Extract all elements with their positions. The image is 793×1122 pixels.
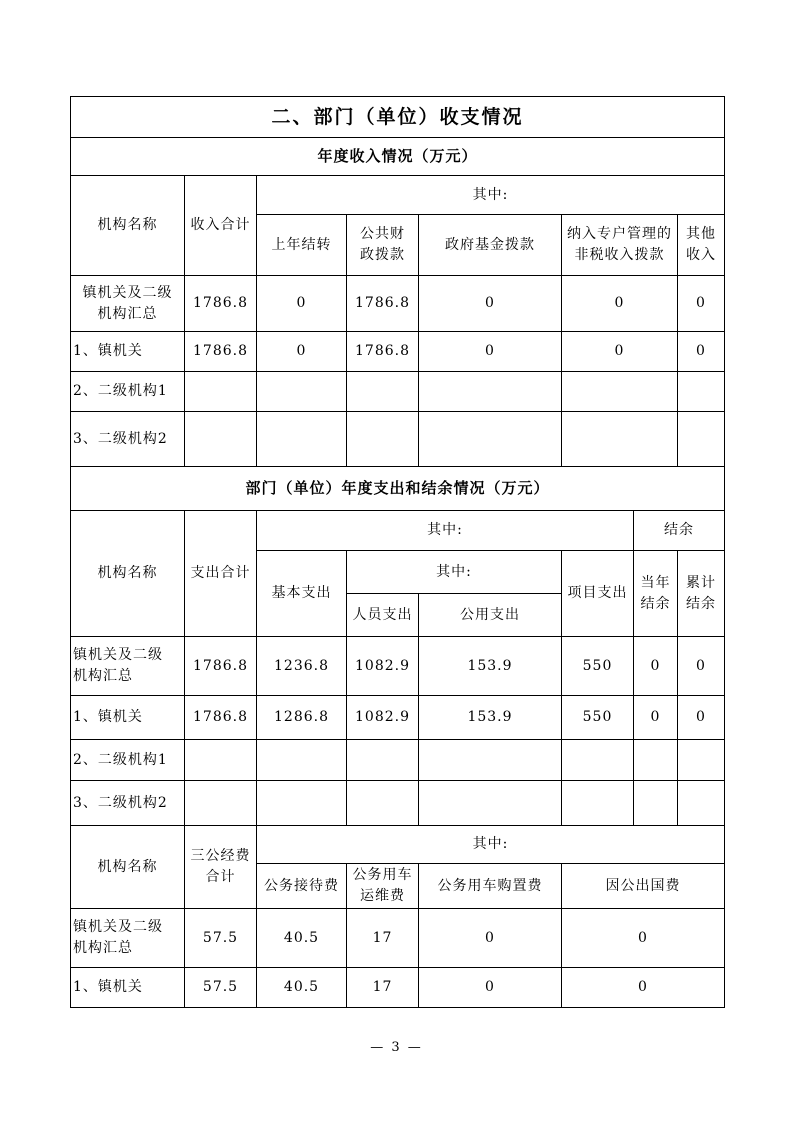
income-row-public-finance: [347, 412, 419, 467]
expense-row-basic: 1286.8: [257, 696, 347, 740]
income-header-other: 其他 收入: [678, 215, 725, 276]
income-header-non-tax: 纳入专户管理的 非税收入拨款: [562, 215, 678, 276]
expense-row-cumulative-balance: 0: [678, 637, 725, 696]
income-header-gov-fund: 政府基金拨款: [419, 215, 562, 276]
three-public-row-total: 57.5: [185, 968, 257, 1008]
expense-header-of-which-sub: 其中:: [347, 551, 562, 594]
income-row-total: [185, 412, 257, 467]
expense-header-balance: 结余: [634, 511, 725, 551]
expense-row-current-balance: [634, 781, 678, 826]
expense-row-public: [419, 740, 562, 781]
income-row-non-tax: 0: [562, 332, 678, 372]
expense-heading: 部门（单位）年度支出和结余情况（万元）: [71, 467, 725, 511]
income-row-carryover: [257, 372, 347, 412]
expense-row-project: [562, 781, 634, 826]
income-row-non-tax: [562, 372, 678, 412]
expense-row-total: 1786.8: [185, 637, 257, 696]
income-row-other: [678, 412, 725, 467]
income-row-name: 1、镇机关: [71, 332, 185, 372]
income-row-name: 镇机关及二级 机构汇总: [71, 276, 185, 332]
expense-header-personnel: 人员支出: [347, 594, 419, 637]
income-row-name: 2、二级机构1: [71, 372, 185, 412]
three-public-header-reception: 公务接待费: [257, 864, 347, 909]
expense-row-personnel: 1082.9: [347, 696, 419, 740]
three-public-row-reception: 40.5: [257, 909, 347, 968]
three-public-row-vehicle-purchase: 0: [419, 909, 562, 968]
income-row-name: 3、二级机构2: [71, 412, 185, 467]
income-row-other: 0: [678, 276, 725, 332]
expense-row-public: 153.9: [419, 637, 562, 696]
expense-row-name: 1、镇机关: [71, 696, 185, 740]
three-public-header-org: 机构名称: [71, 826, 185, 909]
expense-row-project: 550: [562, 637, 634, 696]
budget-table: [70, 96, 725, 1008]
income-row-total: [185, 372, 257, 412]
three-public-header-total: 三公经费 合计: [185, 826, 257, 909]
expense-row-name: 3、二级机构2: [71, 781, 185, 826]
income-row-public-finance: [347, 372, 419, 412]
income-row-gov-fund: [419, 372, 562, 412]
expense-header-current-balance: 当年 结余: [634, 551, 678, 637]
table-row: [71, 372, 725, 412]
income-row-gov-fund: [419, 412, 562, 467]
income-row-public-finance: 1786.8: [347, 332, 419, 372]
expense-row-total: [185, 740, 257, 781]
table-row: [71, 412, 725, 467]
expense-header-of-which: 其中:: [257, 511, 634, 551]
three-public-header-overseas: 因公出国费: [562, 864, 725, 909]
expense-row-project: [562, 740, 634, 781]
expense-row-public: 153.9: [419, 696, 562, 740]
income-row-total: 1786.8: [185, 332, 257, 372]
income-row-carryover: 0: [257, 276, 347, 332]
table-row: [71, 637, 725, 696]
income-row-carryover: [257, 412, 347, 467]
three-public-header-of-which: 其中:: [257, 826, 725, 864]
income-row-carryover: 0: [257, 332, 347, 372]
expense-row-cumulative-balance: [678, 740, 725, 781]
income-row-other: [678, 372, 725, 412]
expense-row-name: 镇机关及二级 机构汇总: [71, 637, 185, 696]
three-public-row-reception: 40.5: [257, 968, 347, 1008]
three-public-row-name: 1、镇机关: [71, 968, 185, 1008]
income-row-total: 1786.8: [185, 276, 257, 332]
expense-row-basic: [257, 740, 347, 781]
income-row-non-tax: 0: [562, 276, 678, 332]
table-row: [71, 332, 725, 372]
table-row: [71, 909, 725, 968]
income-row-non-tax: [562, 412, 678, 467]
table-row: [71, 781, 725, 826]
expense-row-name: 2、二级机构1: [71, 740, 185, 781]
expense-row-public: [419, 781, 562, 826]
income-row-public-finance: 1786.8: [347, 276, 419, 332]
page-title: 二、部门（单位）收支情况: [71, 97, 725, 138]
expense-row-total: 1786.8: [185, 696, 257, 740]
income-header-of-which: 其中:: [257, 176, 725, 215]
table-row: [71, 740, 725, 781]
table-row: [71, 968, 725, 1008]
three-public-row-vehicle-purchase: 0: [419, 968, 562, 1008]
three-public-header-vehicle-purchase: 公务用车购置费: [419, 864, 562, 909]
page-number: — 3 —: [370, 1040, 423, 1055]
table-row: [71, 276, 725, 332]
expense-header-cumulative-balance: 累计 结余: [678, 551, 725, 637]
three-public-header-vehicle-operation: 公务用车 运维费: [347, 864, 419, 909]
expense-row-current-balance: [634, 740, 678, 781]
income-row-other: 0: [678, 332, 725, 372]
income-row-gov-fund: 0: [419, 276, 562, 332]
expense-row-basic: 1236.8: [257, 637, 347, 696]
table-row: [71, 696, 725, 740]
three-public-row-overseas: 0: [562, 968, 725, 1008]
expense-row-personnel: [347, 781, 419, 826]
three-public-row-name: 镇机关及二级 机构汇总: [71, 909, 185, 968]
income-header-public-finance: 公共财 政拨款: [347, 215, 419, 276]
expense-row-basic: [257, 781, 347, 826]
three-public-row-vehicle-operation: 17: [347, 909, 419, 968]
expense-header-total: 支出合计: [185, 511, 257, 637]
expense-header-project: 项目支出: [562, 551, 634, 637]
three-public-row-vehicle-operation: 17: [347, 968, 419, 1008]
expense-row-personnel: 1082.9: [347, 637, 419, 696]
income-heading: 年度收入情况（万元）: [71, 138, 725, 176]
expense-row-current-balance: 0: [634, 696, 678, 740]
income-header-carryover: 上年结转: [257, 215, 347, 276]
expense-row-current-balance: 0: [634, 637, 678, 696]
expense-row-cumulative-balance: 0: [678, 696, 725, 740]
expense-row-cumulative-balance: [678, 781, 725, 826]
expense-row-personnel: [347, 740, 419, 781]
income-header-total: 收入合计: [185, 176, 257, 276]
expense-row-project: 550: [562, 696, 634, 740]
expense-row-total: [185, 781, 257, 826]
income-header-org: 机构名称: [71, 176, 185, 276]
expense-header-basic: 基本支出: [257, 551, 347, 637]
three-public-row-overseas: 0: [562, 909, 725, 968]
income-row-gov-fund: 0: [419, 332, 562, 372]
three-public-row-total: 57.5: [185, 909, 257, 968]
expense-header-org: 机构名称: [71, 511, 185, 637]
expense-header-public: 公用支出: [419, 594, 562, 637]
